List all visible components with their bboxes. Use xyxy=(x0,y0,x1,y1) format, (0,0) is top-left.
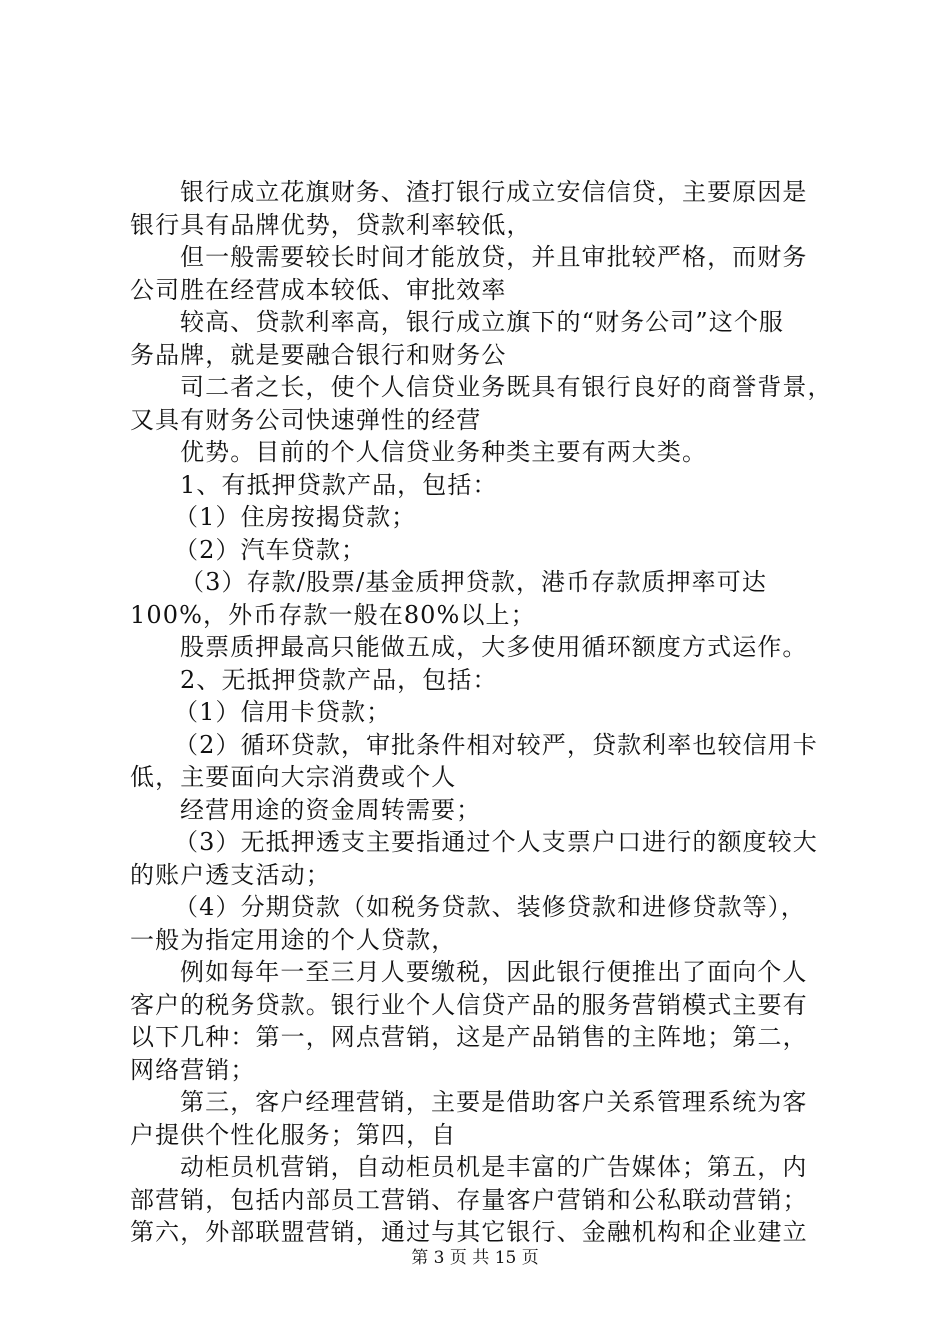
text-line: 务品牌，就是要融合银行和财务公 xyxy=(130,340,507,369)
paragraph xyxy=(130,1086,830,1151)
paragraph xyxy=(130,696,830,729)
text-line: 客户的税务贷款。银行业个人信贷产品的服务营销模式主要有 xyxy=(130,990,808,1019)
text-line: 例如每年一至三月人要缴税，因此银行便推出了面向个人 xyxy=(180,958,808,986)
paragraph xyxy=(130,306,830,371)
paragraph xyxy=(130,826,830,891)
paragraph xyxy=(130,469,830,502)
document-body xyxy=(130,176,833,1249)
text-line: 1、有抵押贷款产品，包括： xyxy=(180,470,498,499)
paragraph xyxy=(130,176,830,241)
text-line: （1）住房按揭贷款； xyxy=(174,503,417,531)
text-line: 第三，客户经理营销，主要是借助客户关系管理系统为客 xyxy=(180,1088,808,1116)
text-line: 网络营销； xyxy=(130,1055,256,1084)
text-line: 户提供个性化服务；第四，自 xyxy=(130,1120,457,1149)
text-line: （3）存款/股票/基金质押贷款，港币存款质押率可达 xyxy=(180,568,767,596)
text-line: 一般为指定用途的个人贷款， xyxy=(130,925,457,954)
text-line: 以下几种：第一，网点营销，这是产品销售的主阵地；第二， xyxy=(130,1023,808,1051)
text-line: 又具有财务公司快速弹性的经营 xyxy=(130,405,482,434)
paragraph xyxy=(130,664,830,697)
text-line: 银行成立花旗财务、渣打银行成立安信信贷，主要原因是 xyxy=(180,178,808,206)
text-line: （4）分期贷款（如税务贷款、装修贷款和进修贷款等）， xyxy=(174,893,806,921)
paragraph xyxy=(130,631,830,664)
text-line: （1）信用卡贷款； xyxy=(174,698,392,726)
text-line: 动柜员机营销，自动柜员机是丰富的广告媒体；第五，内 xyxy=(180,1153,808,1181)
paragraph xyxy=(130,794,830,827)
text-line: 100%，外币存款一般在80%以上； xyxy=(130,600,536,629)
text-line: 但一般需要较长时间才能放贷，并且审批较严格，而财务 xyxy=(180,243,808,271)
text-line: （2）循环贷款，审批条件相对较严，贷款利率也较信用卡 xyxy=(174,730,818,759)
text-line: 2、无抵押贷款产品，包括： xyxy=(180,665,498,694)
page-footer: 第 3 页 共 15 页 xyxy=(411,1248,539,1268)
text-line: 较高、贷款利率高，银行成立旗下的“财务公司”这个服 xyxy=(180,308,785,336)
text-line: （2）汽车贷款； xyxy=(174,535,367,564)
paragraph xyxy=(130,534,830,567)
paragraph xyxy=(130,956,830,1086)
text-line: 部营销，包括内部员工营销、存量客户营销和公私联动营销； xyxy=(130,1185,808,1214)
text-line: 银行具有品牌优势，贷款利率较低， xyxy=(130,210,532,239)
text-line: 第六，外部联盟营销，通过与其它银行、金融机构和企业建立 xyxy=(130,1218,808,1246)
paragraph xyxy=(130,891,830,956)
text-line: 经营用途的资金周转需要； xyxy=(180,795,482,824)
text-line: （3）无抵押透支主要指通过个人支票户口进行的额度较大 xyxy=(174,828,818,856)
text-line: 的账户透支活动； xyxy=(130,860,331,889)
text-line: 优势。目前的个人信贷业务种类主要有两大类。 xyxy=(180,438,708,466)
text-line: 公司胜在经营成本较低、审批效率 xyxy=(130,275,507,304)
paragraph xyxy=(130,371,833,436)
text-line: 低，主要面向大宗消费或个人 xyxy=(130,763,457,791)
paragraph xyxy=(130,241,830,306)
paragraph xyxy=(130,501,830,534)
paragraph xyxy=(130,1151,830,1249)
paragraph xyxy=(130,729,830,794)
paragraph xyxy=(130,436,830,469)
text-line: 股票质押最高只能做五成，大多使用循环额度方式运作。 xyxy=(180,633,808,661)
text-line: 司二者之长，使个人信贷业务既具有银行良好的商誉背景， xyxy=(180,373,833,401)
paragraph xyxy=(130,566,830,631)
